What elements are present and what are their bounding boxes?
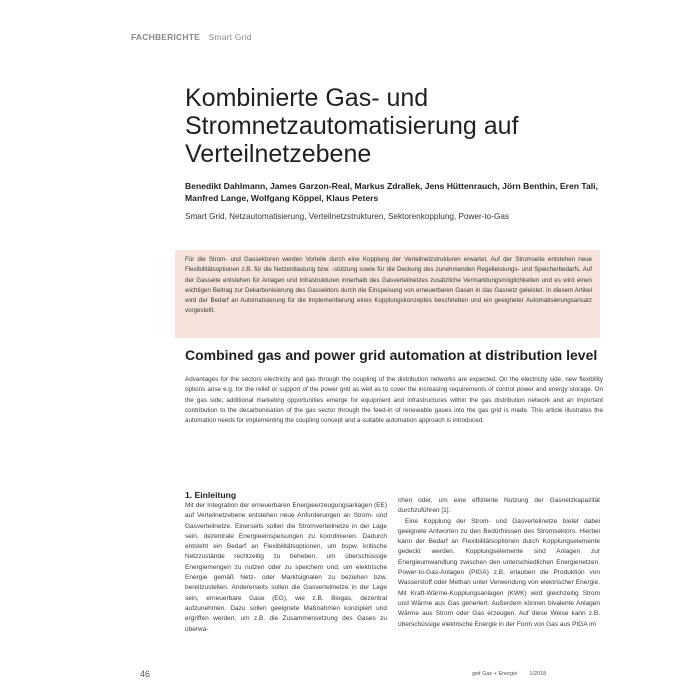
article-title: Kombinierte Gas- und Stromnetzautomatisierung auf Verteilnetzebene xyxy=(185,84,519,168)
article-keywords: Smart Grid, Netzautomatisierung, Verteilnetzstrukturen, Sektorenkopplung, Power-to-Gas xyxy=(185,212,510,221)
abstract-box-de xyxy=(175,250,600,338)
journal-name: gwf Gas + Energie xyxy=(472,671,518,677)
english-title: Combined gas and power grid automation at distribution level xyxy=(185,347,598,363)
body-column-left xyxy=(185,490,387,635)
abstract-german: Für die Strom- und Gassektoren werden Vorteile durch eine Kopplung der Verteilnetzstrukturen erwartet. Auf der Stromseite entstehen neue Flexibilitätsoptionen z.B. für die Netzentlastung bzw. -stützung sowie für die Deckung des zunehmenden Regelleistungs- und Speicherbedarfs. Auf der Gasseite entstehen für Anlagen und Infrastrukturen innerhalb des Gasverteilnetzes zusätzliche Vermarktungsmöglichkeiten und es wird einen wichtigen Beitrag zur Dekarbonisierung des Gassektors durch die Einspeisung von erneuerbaren Gasen in das Gasnetz geleistet. In diesem Artikel wird der Bedarf an Automatisierung für die Implementierung eines Kopplungskonzeptes beschrieben und ein geeigneter Automatisierungsansatz vorgestellt. xyxy=(185,256,592,315)
article-authors: Benedikt Dahlmann, James Garzon-Real, Markus Zdrallek, Jens Hüttenrauch, Jörn Benthin, Eren Tali, Manfred Lange, Wolfgang Köppel, Klaus Peters xyxy=(185,181,598,203)
header-section: FACHBERICHTE xyxy=(131,32,200,42)
body-paragraph: Mit der Integration der erneuerbaren Energieerzeugungsanlagen (EE) auf Verteilnetzebene entstehen neue Anforderungen an Strom- und Gasverteilnetze. Einerseits sollen die Stromverteilnetze in der Lage sein, dezentrale Energieeinspeisungen zu koordinieren. Dadurch entsteht ein Bedarf an Flexibilitätsoptionen, um bspw. kritische Netzzustände rechtzeitig zu beheben, um überschüssige Energiemengen zu nutzen oder zu speichern und, um elektrische Energie gemäß Netz- oder Marktsignalen zu beziehen bzw. bereitzustellen. Andererseits sollen die Gasverteilnetze in der Lage sein, erneuerbare Gase (EG), wie z.B. Biogas, dezentral aufzunehmen. Dazu sollen geeignete Maßnahmen konzipiert und ergriffen werden, um z.B. die Zusammensetzung des Gases zu überwa- xyxy=(185,502,387,633)
journal-issue: 1/2018 xyxy=(529,671,547,677)
body-column-right xyxy=(398,496,600,630)
section-heading-introduction: 1. Einleitung xyxy=(185,490,237,500)
journal-footer xyxy=(472,671,546,677)
page-number: 46 xyxy=(140,669,151,679)
running-header xyxy=(131,32,252,42)
abstract-english: Advantages for the sectors electricity and gas through the coupling of the distribution networks are expected. On the electricity side, new flexibility options arise e.g. for the relief or support of the power grid as well as to cover the increasing requirements of control power and energy storage. On the gas side, additional marketing opportunities emerge for equipment and infrastructures within the gas distribution network and an important contribution to the decarbonisation of the gas sector through the feed-in of renewable gases into the gas grid is made. This article illustrates the automation needs for implementing the coupling concept and a suitable automation approach is introduced. xyxy=(185,376,603,425)
body-paragraph: Eine Kopplung der Strom- und Gasverteilnetze bietet dabei geeignete Antworten zu den Bedürfnissen des Stromsektors. Hierbei kann der Bedarf an Flexibilitätsoptionen durch Kopplungselemente gedeckt werden. Kopplungselemente sind Anlagen zur Energieumwandlung zwischen den unterschiedlichen Energienetzen. Power-to-Gas-Anlagen (PtGA) z.B. erlauben die Produktion von Wasserstoff oder Methan unter Verwendung von elektrischer Energie. Mit Kraft-Wärme-Kopplungsanlagen (KWK) wird gleichzeitig Strom und Wärme aus Gas generiert. Außerdem können bivalente Anlagen Wärme aus Strom oder Gas erzeugen. Auf diese Weise kann z.B. überschüssige elektrische Energie in der Form von Gas aus PtGA im xyxy=(398,517,600,628)
body-paragraph: chen oder, um eine effiziente Nutzung der Gasnetzkapazität durchzuführen [1]. xyxy=(398,497,600,515)
header-topic: Smart Grid xyxy=(208,32,252,42)
